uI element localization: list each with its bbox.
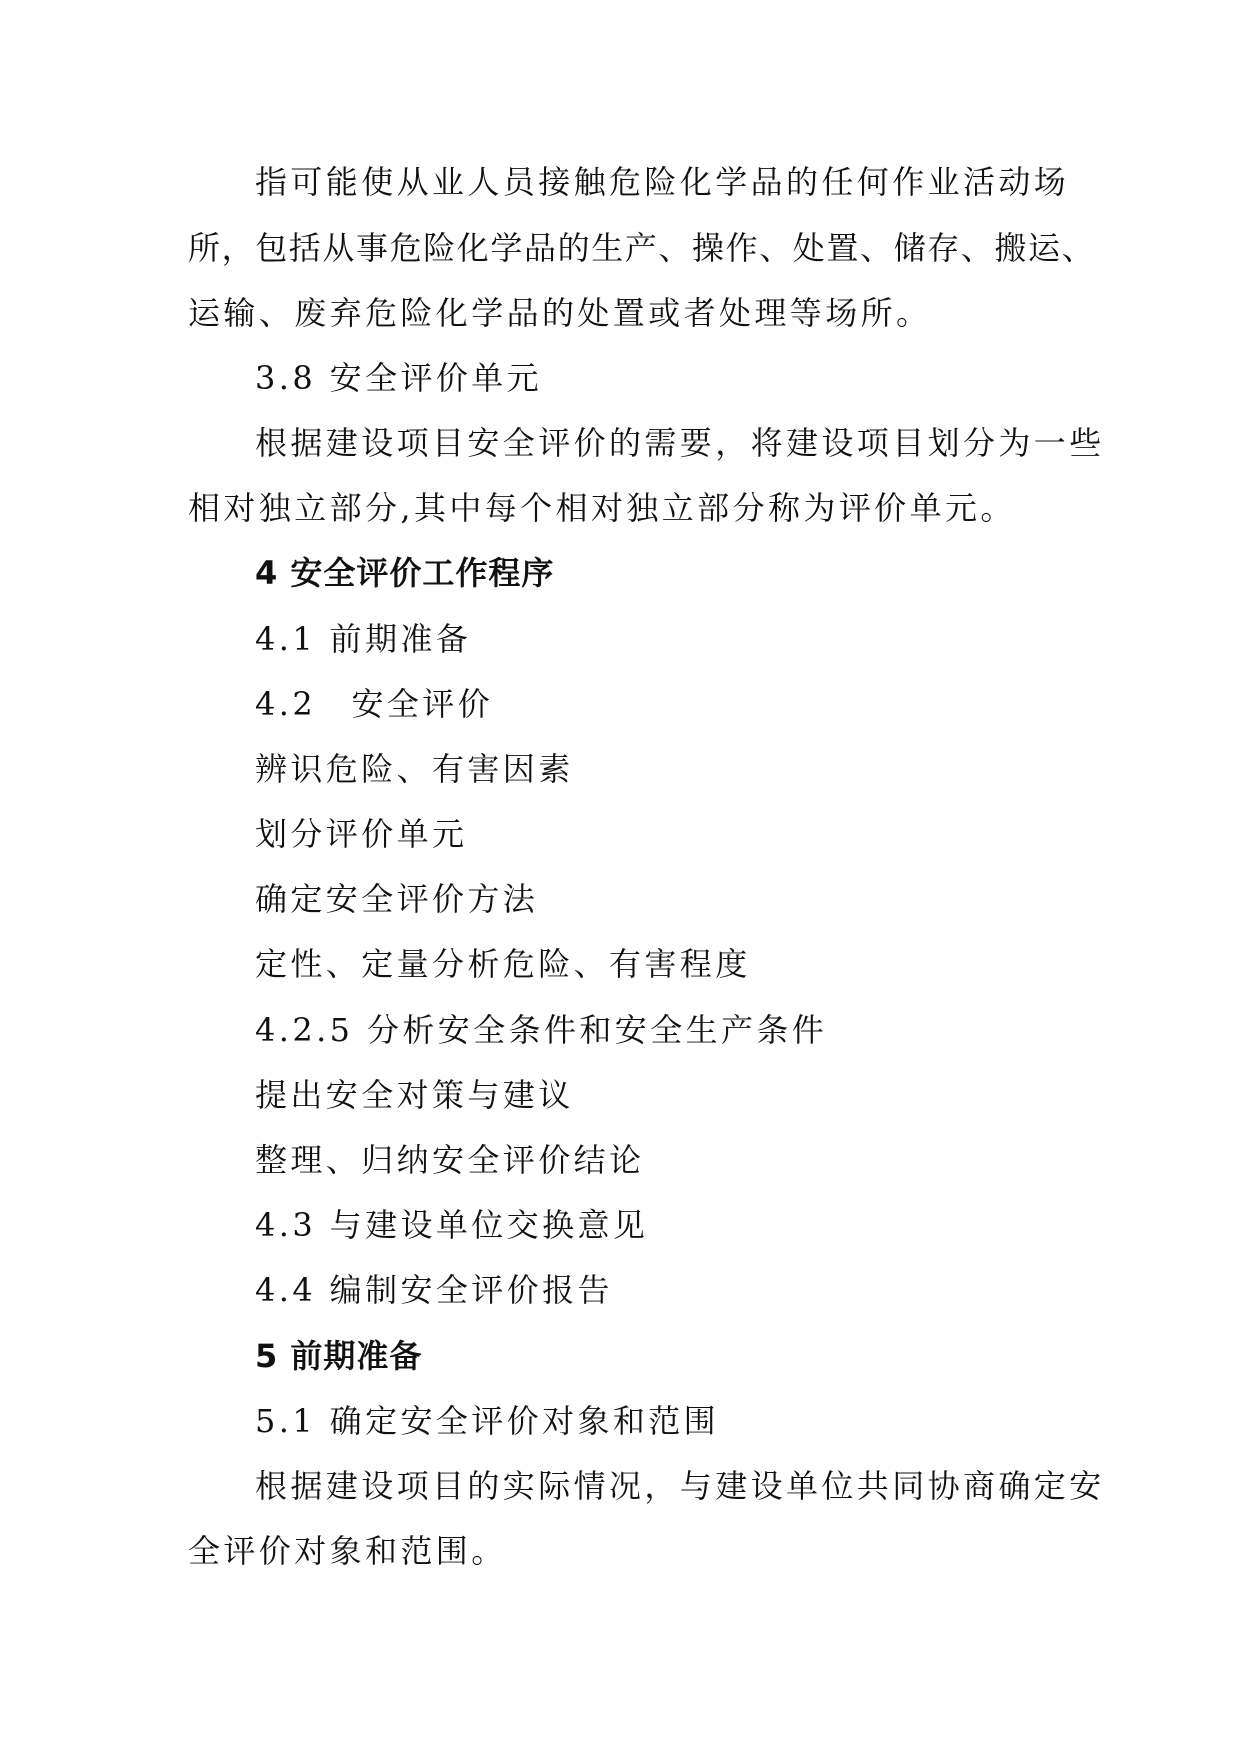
paragraph-line: 根据建设项目的实际情况，与建设单位共同协商确定安	[255, 1467, 1105, 1505]
chapter-heading-4: 4 安全评价工作程序	[255, 554, 555, 592]
section-heading-4-2-5: 4.2.5 分析安全条件和安全生产条件	[255, 1011, 828, 1049]
paragraph-line: 全评价对象和范围。	[188, 1532, 507, 1570]
paragraph-line: 运输、废弃危险化学品的处置或者处理等场所。	[188, 294, 932, 332]
section-heading-4-3: 4.3 与建设单位交换意见	[255, 1206, 649, 1244]
list-item: 定性、定量分析危险、有害程度	[255, 945, 751, 983]
list-item: 提出安全对策与建议	[255, 1076, 574, 1114]
list-item: 划分评价单元	[255, 815, 468, 853]
section-heading-3-8: 3.8 安全评价单元	[255, 359, 543, 397]
section-heading-4-1: 4.1 前期准备	[255, 620, 472, 658]
section-heading-4-4: 4.4 编制安全评价报告	[255, 1271, 613, 1309]
paragraph-line: 所，包括从事危险化学品的生产、操作、处置、储存、搬运、	[188, 229, 1096, 267]
chapter-heading-5: 5 前期准备	[255, 1337, 423, 1375]
paragraph-line: 根据建设项目安全评价的需要，将建设项目划分为一些	[255, 424, 1105, 462]
section-heading-4-2: 4.2 安全评价	[255, 685, 494, 723]
section-heading-5-1: 5.1 确定安全评价对象和范围	[255, 1402, 720, 1440]
list-item: 辨识危险、有害因素	[255, 750, 574, 788]
list-item: 确定安全评价方法	[255, 880, 539, 918]
paragraph-line: 指可能使从业人员接触危险化学品的任何作业活动场	[255, 163, 1070, 201]
paragraph-line: 相对独立部分,其中每个相对独立部分称为评价单元。	[188, 489, 1016, 527]
list-item: 整理、归纳安全评价结论	[255, 1141, 645, 1179]
